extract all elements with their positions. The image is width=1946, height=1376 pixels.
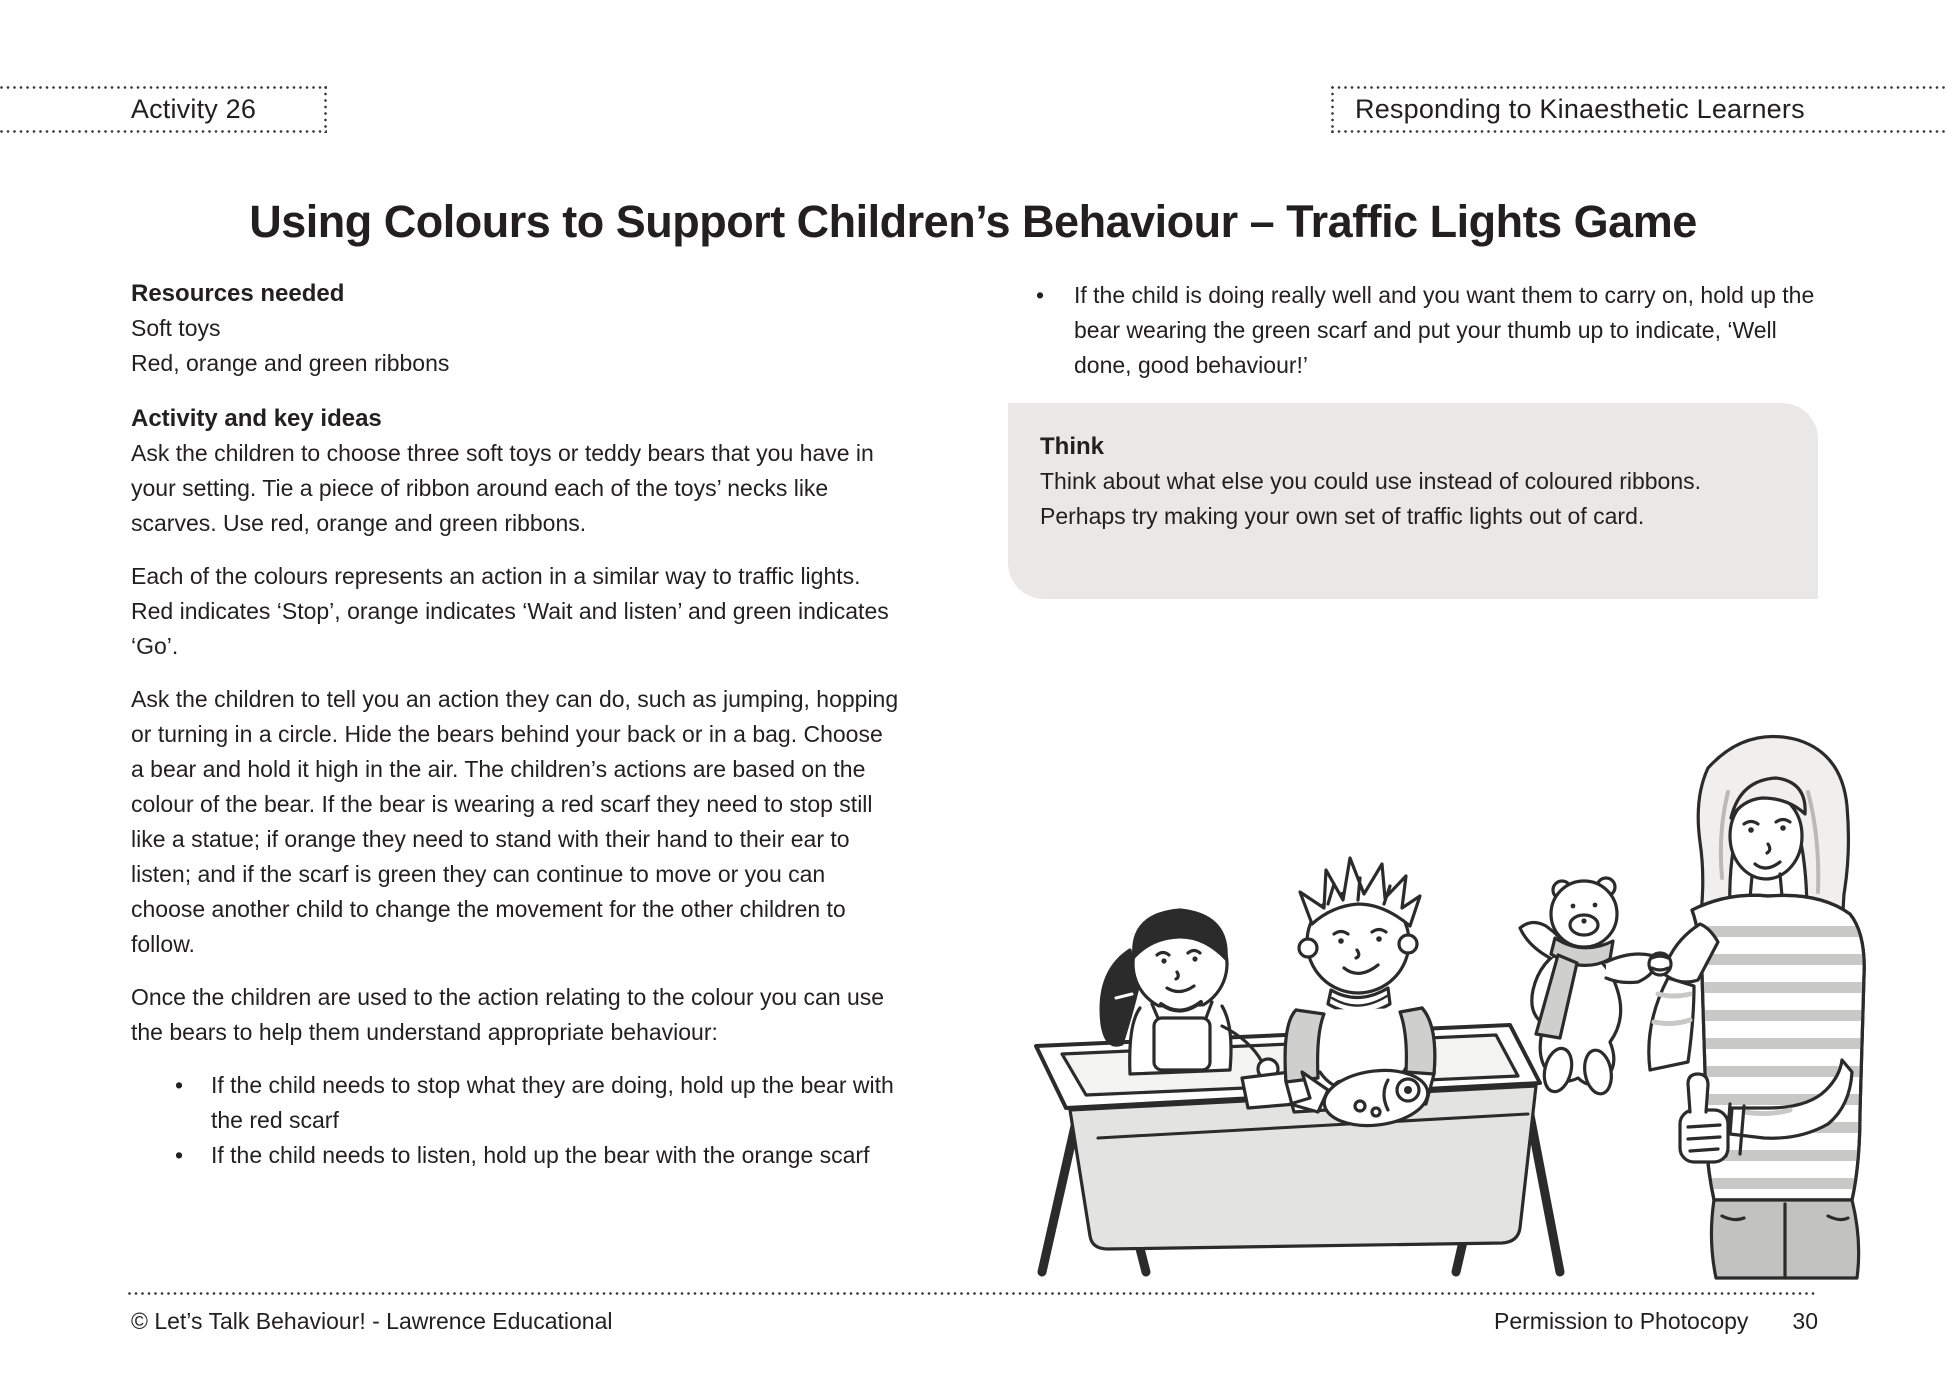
footer-rule xyxy=(128,1292,1818,1295)
list-item: • If the child needs to listen, hold up the bear with the orange scarf xyxy=(131,1138,899,1173)
list-item: • If the child needs to stop what they are doing, hold up the bear with the red scarf xyxy=(131,1068,899,1138)
illustration-svg xyxy=(1028,642,1912,1282)
resources-item: Red, orange and green ribbons xyxy=(131,350,450,376)
boy xyxy=(1285,858,1435,1131)
page-title: Using Colours to Support Children’s Behaviour – Traffic Lights Game xyxy=(249,196,1697,248)
think-body: Think about what else you could use instead of coloured ribbons. Perhaps try making your own set of traffic lights out of card. xyxy=(1040,468,1702,529)
header-activity-label xyxy=(0,86,327,133)
activity-heading: Activity and key ideas xyxy=(131,405,382,432)
illustration-teacher-and-children xyxy=(1028,642,1912,1282)
teacher xyxy=(1649,737,1878,1279)
resources-item: Soft toys xyxy=(131,315,221,341)
think-callout-box xyxy=(1008,403,1818,599)
body-paragraph: Ask the children to choose three soft toys or teddy bears that you have in your setting. Tie a piece of ribbon around each of the toys’ necks like scarves. Use red, orange and green ribbons. xyxy=(131,440,874,536)
teddy-bear xyxy=(1520,878,1655,1096)
footer-right-group xyxy=(1494,1308,1818,1335)
footer-permission: Permission to Photocopy xyxy=(1494,1308,1749,1334)
footer xyxy=(131,1308,1818,1335)
header-activity-text: Activity 26 xyxy=(130,94,257,124)
body-paragraph: Each of the colours represents an action in a similar way to traffic lights. Red indicates ‘Stop’, orange indicates ‘Wait and listen’ and green indicates ‘Go’. xyxy=(131,563,889,659)
footer-copyright: © Let’s Talk Behaviour! - Lawrence Educational xyxy=(131,1308,613,1334)
header-section-label xyxy=(1331,86,1946,133)
body-paragraph: Once the children are used to the action relating to the colour you can use the bears to help them understand appropriate behaviour: xyxy=(131,984,885,1045)
header-section-text: Responding to Kinaesthetic Learners xyxy=(1355,94,1805,124)
left-column xyxy=(131,276,899,1173)
right-column xyxy=(1008,278,1820,599)
footer-page-number: 30 xyxy=(1792,1308,1818,1334)
resources-heading: Resources needed xyxy=(131,280,345,307)
list-item: • If the child is doing really well and you want them to carry on, hold up the bear wearing the green scarf and put your thumb up to indicate, ‘Well done, good behaviour!’ xyxy=(1008,278,1820,383)
body-paragraph: Ask the children to tell you an action they can do, such as jumping, hopping or turning in a circle. Hide the bears behind your back or in a bag. Choose a bear and hold it high in the air. The children’s actions are based on the colour of the bear. If the bear is wearing a red scarf they need to stop still like a statue; if orange they need to stand with their hand to their ear to listen; and if the scarf is green they can continue to move or you can choose another child to change the movement for the other children to follow. xyxy=(131,686,899,957)
think-heading: Think xyxy=(1040,433,1104,460)
bullet-list xyxy=(131,1068,899,1173)
